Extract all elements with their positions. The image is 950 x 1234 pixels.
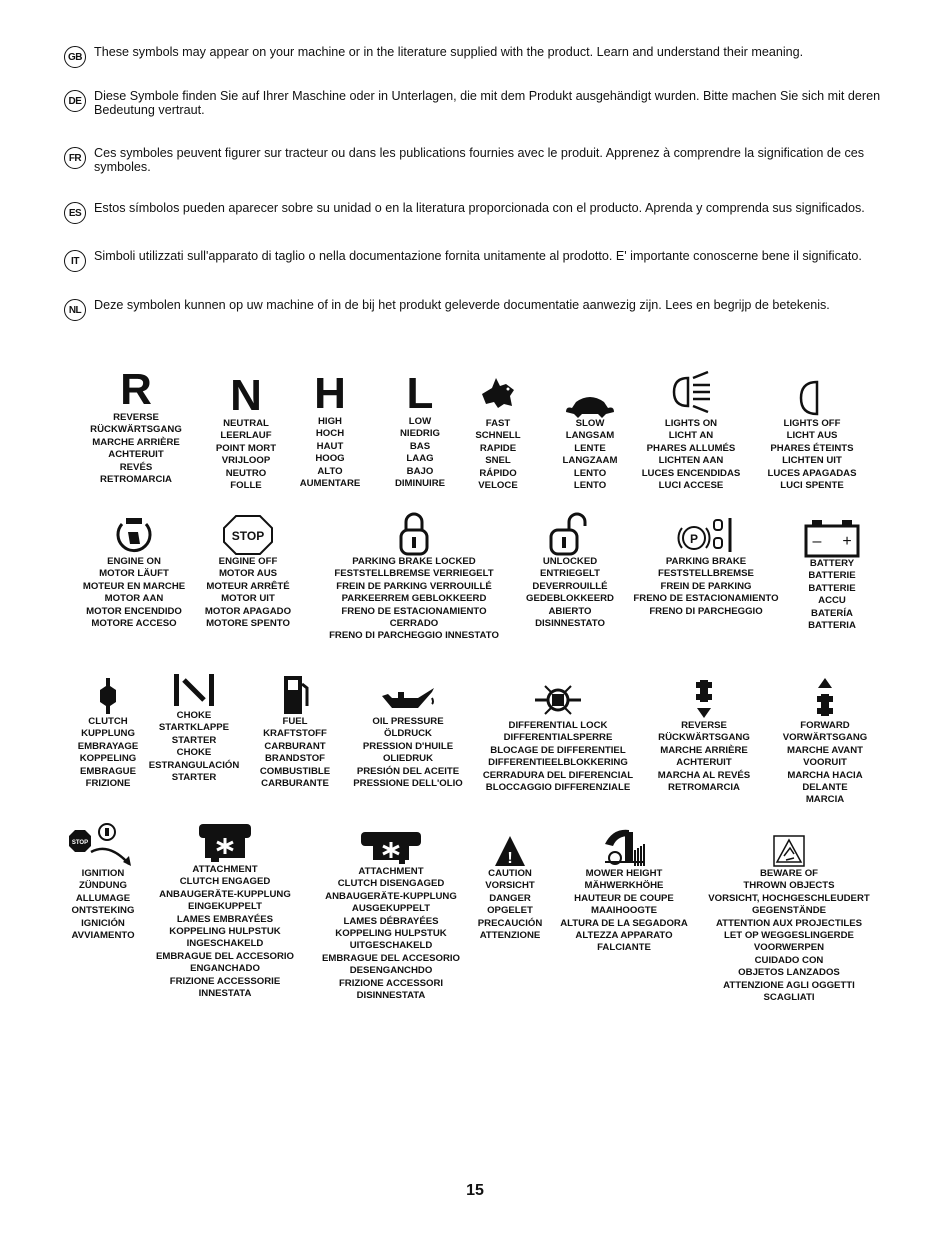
flag-de-icon: DE [64, 90, 86, 112]
symbol-engine-off [198, 500, 298, 630]
flag-nl-icon: NL [64, 299, 86, 321]
intro-text: These symbols may appear on your machine or in the literature supplied with the product. Learn and understand their meaning. [94, 45, 804, 59]
turtle-icon [562, 394, 618, 418]
svg-text:STOP: STOP [231, 529, 265, 543]
intro-es [64, 201, 900, 219]
symbol-unlocked [518, 500, 622, 630]
symbol-label: REVERSE RÜCKWÄRTSGANG MARCHE ARRIÈRE ACHTERUIT REVÉS RETROMARCIA [90, 412, 182, 486]
symbol-fuel [250, 666, 340, 790]
intro-gb [64, 45, 900, 63]
symbol-label: DIFFERENTIAL LOCK DIFFERENTIALSPERRE BLOCAGE DE DIFFERENTIEL DIFFERENTIEELBLOKKERING CERRADURA DEL DIFERENCIAL BLOCCAGGIO DIFFERENZIALE [482, 720, 634, 794]
oil-can-icon [378, 686, 438, 716]
rabbit-icon [476, 374, 520, 418]
symbol-label: HIGH HOCH HAUT HOOG ALTO AUMENTARE [299, 416, 361, 490]
symbol-label: MOWER HEIGHT MÄHWERKHÖHE HAUTEUR DE COUPE MAAIHOOGTE ALTURA DE LA SEGADORA ALTEZZA APPARATO FALCIANTE [560, 868, 688, 954]
symbol-label: PARKING BRAKE FESTSTELLBREMSE FREIN DE PARKING FRENO DE ESTACIONAMIENTO FRENO DI PARCHEGGIO [633, 556, 779, 617]
page-number: 15 [466, 1182, 484, 1199]
symbol-reverse-r [86, 366, 186, 486]
warning-triangle-icon [493, 834, 527, 868]
symbol-label: UNLOCKED ENTRIEGELT DEVERROUILLÉ GEDEBLOKKEERD ABIERTO DISINNESTATO [526, 556, 614, 630]
symbol-label: ENGINE OFF MOTOR AUS MOTEUR ARRÊTÉ MOTOR UIT MOTOR APAGADO MOTORE SPENTO [204, 556, 292, 630]
padlock-locked-icon [397, 512, 431, 556]
symbol-label: PARKING BRAKE LOCKED FESTSTELLBREMSE VERRIEGELT FREIN DE PARKING VERROUILLÉ PARKEERREM GEBLOKKEERD FRENO DE ESTACIONAMIENTO CERRADO FRENO DI PARCHEGGIO INNESTATO [329, 556, 499, 642]
symbol-caution [472, 808, 548, 942]
flag-fr-icon: FR [64, 147, 86, 169]
mower-height-icon [599, 822, 649, 868]
thrown-objects-icon [772, 834, 806, 868]
symbol-label: ENGINE ON MOTOR LÄUFT MOTEUR EN MARCHE MOTOR AAN MOTOR ENCENDIDO MOTORE ACCESO [82, 556, 186, 630]
symbol-lights-on [636, 358, 746, 492]
symbol-label: OIL PRESSURE ÖLDRUCK PRESSION D'HUILE OLIEDRUK PRESIÓN DEL ACEITE PRESSIONE DELL'OLIO [353, 716, 463, 790]
symbol-parking-brake [624, 500, 788, 618]
intro-text: Deze symbolen kunnen op uw machine of in de bij het produkt geleverde documentatie aanwezig zijn. Lees en begrijp de betekenis. [94, 298, 830, 312]
tractor-forward-icon [815, 676, 835, 720]
symbol-label: FAST SCHNELL RAPIDE SNEL RÁPIDO VELOCE [475, 418, 521, 492]
symbol-high [290, 366, 370, 490]
symbol-label: CAUTION VORSICHT DANGER OPGELET PRECAUCIÓN ATTENZIONE [477, 868, 543, 942]
symbol-label: ATTACHMENT CLUTCH DISENGAGED ANBAUGERÄTE-KUPPLUNG AUSGEKUPPELT LAMES DÉBRAYÉES KOPPELING HULPSTUK UITGESCHAKELD EMBRAGUE DEL ACCESORIO DESENGANCHDO FRIZIONE ACCESSORI DISINNESTATA [321, 866, 461, 1002]
svg-text:+: + [842, 533, 852, 550]
symbol-lights-off [760, 358, 864, 492]
symbol-battery [792, 500, 872, 632]
symbol-differential-lock [476, 666, 640, 794]
svg-text:–: – [812, 533, 822, 550]
headlight-off-icon [797, 378, 827, 418]
symbol-clutch [72, 666, 144, 790]
parking-brake-icon [674, 512, 738, 556]
intro-text: Estos símbolos pueden aparecer sobre su unidad o en la literatura proporcionada con el producto. Aprenda y comprenda sus significados. [94, 201, 865, 215]
symbol-neutral [206, 366, 286, 492]
intro-it [64, 249, 900, 267]
symbol-choke [140, 660, 248, 784]
intro-text: Simboli utilizzati sull'apparato di taglio o nella documentazione fornita unitamente al prodotto. E' importante conoscerne bene il significato. [94, 249, 862, 263]
neutral-letter-icon: N [230, 371, 262, 420]
symbol-label: REVERSE RÜCKWÄRTSGANG MARCHE ARRIÈRE ACHTERUIT MARCHA AL REVÉS RETROMARCIA [657, 720, 751, 794]
flag-es-icon: ES [64, 202, 86, 224]
symbol-label: SLOW LANGSAM LENTE LANGZAAM LENTO LENTO [562, 418, 618, 492]
symbol-thrown-objects [698, 812, 880, 1004]
symbol-label: CHOKE STARTKLAPPE STARTER CHOKE ESTRANGULACIÓN STARTER [148, 710, 240, 784]
symbol-slow [550, 366, 630, 492]
symbol-attachment-disengaged [310, 808, 472, 1002]
intro-fr [64, 147, 900, 174]
symbol-label: LIGHTS ON LICHT AN PHARES ALLUMÉS LICHTEN AAN LUCES ENCENDIDAS LUCI ACCESE [641, 418, 741, 492]
symbol-label: ATTACHMENT CLUTCH ENGAGED ANBAUGERÄTE-KUPPLUNG EINGEKUPPELT LAMES EMBRAYÉES KOPPELING HULPSTUK INGESCHAKELD EMBRAGUE DEL ACCESORIO ENGANCHADO FRIZIONE ACCESSORIE INNESTATA [155, 864, 295, 1000]
clutch-icon [98, 676, 118, 716]
flag-it-icon: IT [64, 250, 86, 272]
intro-de [64, 90, 900, 117]
intro-text: Ces symboles peuvent figurer sur tracteur ou dans les publications fournies avec le produit. Apprenez à comprendre la signification de ces symboles. [94, 146, 865, 174]
headlight-on-icon [666, 368, 716, 418]
battery-icon [802, 518, 862, 558]
reverse-letter-icon: R [120, 365, 152, 414]
svg-text:!: ! [507, 850, 513, 867]
choke-icon [170, 670, 218, 710]
intro-text: Diese Symbole finden Sie auf Ihrer Maschine oder in Unterlagen, die mit dem Produkt ausgehändigt wurden. Bitte machen Sie sich mit deren Bedeutung vertraut. [94, 89, 881, 117]
symbol-low [380, 366, 460, 490]
symbol-label: NEUTRAL LEERLAUF POINT MORT VRIJLOOP NEUTRO FOLLE [215, 418, 277, 492]
symbol-label: FUEL KRAFTSTOFF CARBURANT BRANDSTOF COMBUSTIBLE CARBURANTE [259, 716, 331, 790]
fuel-pump-icon [280, 674, 310, 716]
symbol-oil-pressure [340, 672, 476, 790]
low-letter-icon: L [406, 369, 434, 418]
symbol-attachment-engaged [144, 806, 306, 1000]
symbol-forward [772, 666, 878, 807]
intro-nl [64, 298, 900, 316]
differential-lock-icon [533, 680, 583, 720]
symbol-label: FORWARD VORWÄRTSGANG MARCHE AVANT VOORUIT MARCHA HACIA DELANTE MARCIA [782, 720, 868, 806]
symbol-label: LIGHTS OFF LICHT AUS PHARES ÉTEINTS LICHTEN UIT LUCES APAGADAS LUCI SPENTE [767, 418, 857, 492]
symbol-label: BEWARE OF THROWN OBJECTS VORSICHT, HOCHGESCHLEUDERT GEGENSTÄNDE ATTENTION AUX PROJECTILES LET OP WEGGESLINGERDE VOORWERPEN CUIDADO CON OBJETOS LANZADOS ATTENZIONE AGLI OGGETTI SCAGLIATI [708, 868, 870, 1004]
symbol-label: LOW NIEDRIG BAS LAAG BAJO DIMINUIRE [394, 416, 446, 490]
symbol-label: CLUTCH KUPPLUNG EMBRAYAGE KOPPELING EMBRAGUE FRIZIONE [77, 716, 139, 790]
svg-text:STOP: STOP [71, 840, 89, 846]
attachment-engaged-icon [197, 820, 253, 864]
padlock-unlocked-icon [545, 512, 595, 556]
symbol-reverse-tractor [644, 666, 764, 794]
symbol-label: BATTERY BATTERIE BATTERIE ACCU BATERÍA BATTERIA [808, 558, 856, 632]
svg-text:P: P [689, 532, 699, 546]
high-letter-icon: H [314, 369, 346, 418]
attachment-disengaged-icon [359, 826, 423, 866]
symbol-fast [460, 366, 536, 492]
stop-octagon-icon [222, 514, 274, 556]
symbol-engine-on [76, 506, 192, 630]
tractor-reverse-icon [694, 676, 714, 720]
flag-gb-icon: GB [64, 46, 86, 68]
symbol-mower-height [550, 808, 698, 955]
ignition-key-icon [63, 818, 143, 868]
symbol-parking-locked [316, 500, 512, 643]
symbol-ignition [60, 810, 146, 942]
engine-on-icon [114, 514, 154, 556]
symbol-label: IGNITION ZÜNDUNG ALLUMAGE ONTSTEKING IGNICIÓN AVVIAMENTO [71, 868, 135, 942]
